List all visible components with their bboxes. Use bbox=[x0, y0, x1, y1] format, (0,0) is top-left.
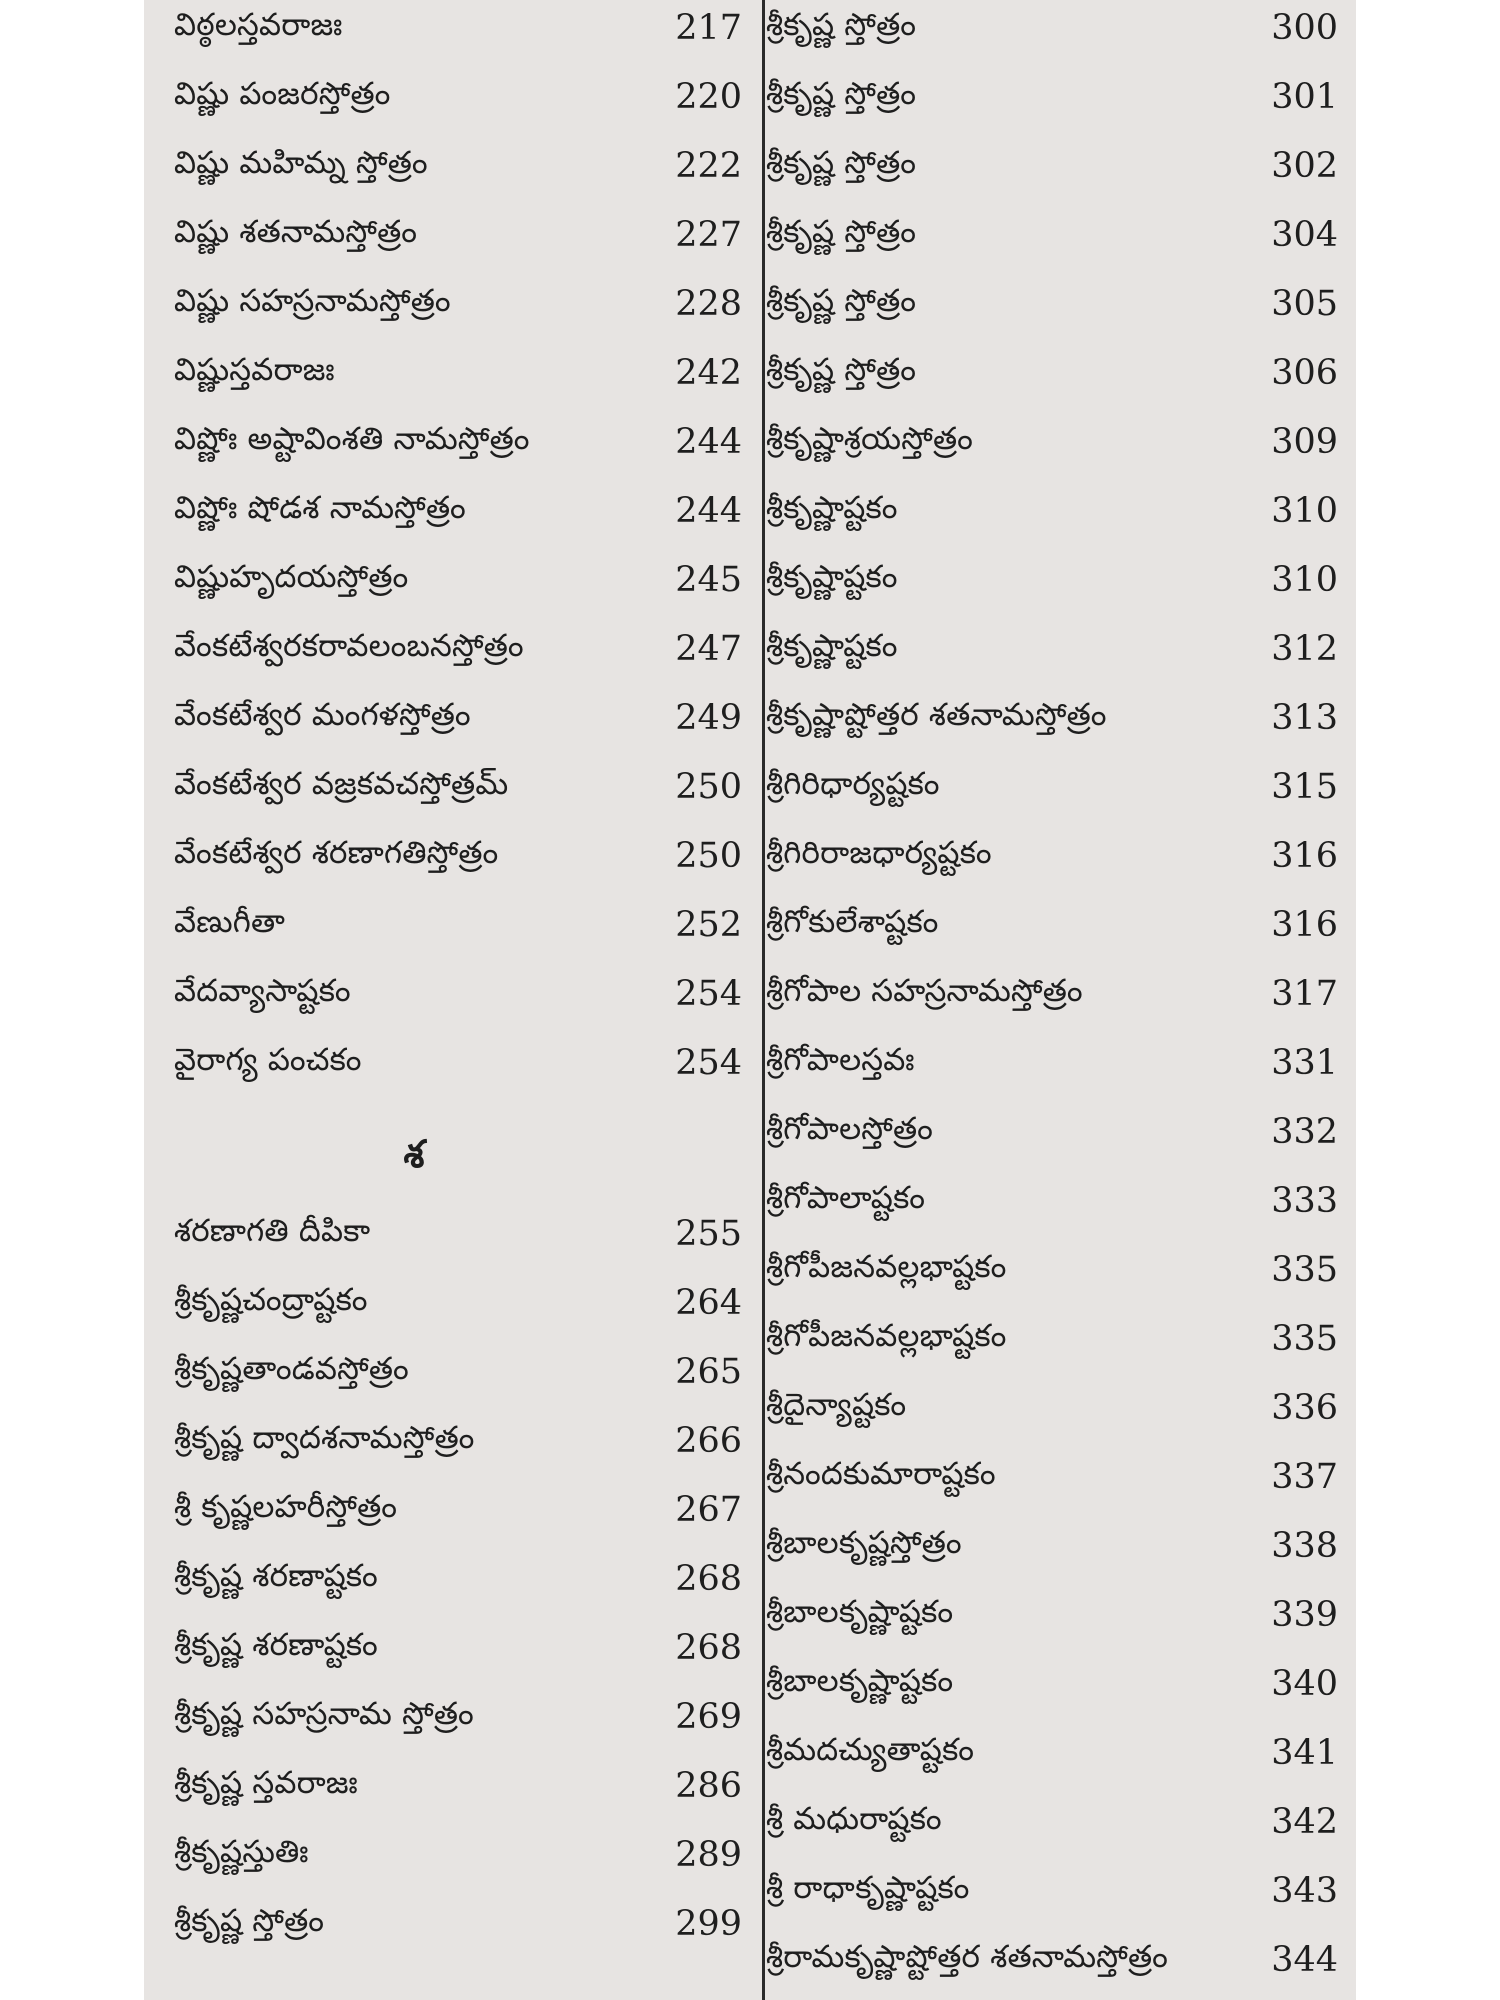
entry-title: విష్ణోః షోడశ నామస్తోత్రం bbox=[174, 489, 466, 526]
entry-page-number: 245 bbox=[675, 560, 742, 600]
toc-entry bbox=[174, 1272, 742, 1334]
entry-page-number: 313 bbox=[1271, 698, 1338, 738]
entry-title: శ్రీకృష్ణ స్తోత్రం bbox=[766, 75, 917, 112]
entry-page-number: 289 bbox=[675, 1835, 742, 1875]
entry-title: శ్రీకృష్ణాశ్రయస్తోత్రం bbox=[766, 420, 973, 457]
toc-entry bbox=[174, 204, 742, 266]
entry-title: శ్రీగోపాలాష్టకం bbox=[766, 1179, 926, 1216]
toc-entry bbox=[766, 1377, 1338, 1439]
entry-title: శ్రీకృష్ణతాండవస్తోత్రం bbox=[174, 1350, 409, 1387]
toc-entry bbox=[174, 135, 742, 197]
toc-entry bbox=[766, 1239, 1338, 1301]
entry-page-number: 249 bbox=[675, 698, 742, 738]
entry-title: శ్రీకృష్ణ శరణాష్టకం bbox=[174, 1557, 378, 1594]
entry-title: శ్రీగోపీజనవల్లభాష్టకం bbox=[766, 1317, 1007, 1354]
toc-entry bbox=[766, 411, 1338, 473]
entry-page-number: 305 bbox=[1271, 284, 1338, 324]
toc-entry bbox=[174, 342, 742, 404]
entry-title: శ్రీకృష్ణస్తుతిః bbox=[174, 1833, 309, 1870]
book-page bbox=[144, 0, 1356, 2000]
entry-page-number: 244 bbox=[675, 422, 742, 462]
toc-entry bbox=[766, 1308, 1338, 1370]
entry-page-number: 268 bbox=[675, 1628, 742, 1668]
toc-entry bbox=[766, 0, 1338, 59]
entry-page-number: 250 bbox=[675, 836, 742, 876]
toc-entry bbox=[174, 411, 742, 473]
entry-title: శ్రీకృష్ణ స్తోత్రం bbox=[766, 213, 917, 250]
toc-entry bbox=[766, 1584, 1338, 1646]
toc-entry bbox=[174, 687, 742, 749]
entry-title: విష్ణుస్తవరాజః bbox=[174, 351, 335, 388]
toc-entry bbox=[766, 894, 1338, 956]
entry-page-number: 220 bbox=[675, 77, 742, 117]
toc-entry bbox=[766, 204, 1338, 266]
entry-page-number: 265 bbox=[675, 1352, 742, 1392]
toc-entry bbox=[766, 618, 1338, 680]
toc-entry bbox=[766, 1515, 1338, 1577]
toc-entry bbox=[766, 963, 1338, 1025]
entry-page-number: 300 bbox=[1271, 8, 1338, 48]
entry-page-number: 344 bbox=[1271, 1940, 1338, 1980]
toc-entry bbox=[766, 1929, 1338, 1991]
entry-page-number: 268 bbox=[675, 1559, 742, 1599]
toc-entry bbox=[174, 1617, 742, 1679]
entry-title: శరణాగతి దీపికా bbox=[174, 1212, 371, 1249]
toc-entry bbox=[174, 894, 742, 956]
entry-title: శ్రీగిరిధార్యష్టకం bbox=[766, 765, 940, 802]
entry-title: విష్ణు పంజరస్తోత్రం bbox=[174, 75, 391, 112]
entry-page-number: 340 bbox=[1271, 1664, 1338, 1704]
entry-page-number: 304 bbox=[1271, 215, 1338, 255]
toc-entry bbox=[174, 480, 742, 542]
toc-entry bbox=[174, 549, 742, 611]
entry-title: వేణుగీతా bbox=[174, 903, 286, 940]
entry-title: శ్రీగోపాల సహస్రనామస్తోత్రం bbox=[766, 972, 1083, 1009]
entry-page-number: 335 bbox=[1271, 1250, 1338, 1290]
entry-page-number: 299 bbox=[675, 1904, 742, 1944]
toc-entry bbox=[766, 1101, 1338, 1163]
toc-entry bbox=[766, 687, 1338, 749]
entry-title: శ్రీకృష్ణాష్టకం bbox=[766, 558, 898, 595]
toc-entry bbox=[766, 1653, 1338, 1715]
entry-page-number: 266 bbox=[675, 1421, 742, 1461]
entry-title: శ్రీదైన్యాష్టకం bbox=[766, 1386, 907, 1423]
toc-entry bbox=[174, 1548, 742, 1610]
entry-page-number: 338 bbox=[1271, 1526, 1338, 1566]
toc-entry bbox=[766, 480, 1338, 542]
entry-page-number: 315 bbox=[1271, 767, 1338, 807]
toc-entry bbox=[766, 1446, 1338, 1508]
entry-title: వేంకటేశ్వర శరణాగతిస్తోత్రం bbox=[174, 834, 499, 871]
entry-page-number: 316 bbox=[1271, 836, 1338, 876]
entry-page-number: 337 bbox=[1271, 1457, 1338, 1497]
toc-entry bbox=[766, 1032, 1338, 1094]
entry-title: శ్రీకృష్ణ శరణాష్టకం bbox=[174, 1626, 378, 1663]
toc-entry bbox=[766, 135, 1338, 197]
entry-title: శ్రీగిరిరాజధార్యష్టకం bbox=[766, 834, 992, 871]
entry-title: శ్రీకృష్ణచంద్రాష్టకం bbox=[174, 1281, 368, 1318]
entry-page-number: 242 bbox=[675, 353, 742, 393]
entry-title: విష్ణు సహస్రనామస్తోత్రం bbox=[174, 282, 451, 319]
entry-title: శ్రీకృష్ణ స్తోత్రం bbox=[766, 282, 917, 319]
entry-title: విష్ణు శతనామస్తోత్రం bbox=[174, 213, 418, 250]
entry-title: శ్రీకృష్ణ సహస్రనామ స్తోత్రం bbox=[174, 1695, 474, 1732]
entry-title: వేంకటేశ్వర మంగళస్తోత్రం bbox=[174, 696, 471, 733]
entry-page-number: 306 bbox=[1271, 353, 1338, 393]
entry-title: శ్రీకృష్ణ స్తోత్రం bbox=[174, 1902, 325, 1939]
toc-entry bbox=[766, 756, 1338, 818]
entry-title: శ్రీగోకులేశాష్టకం bbox=[766, 903, 939, 940]
toc-entry bbox=[174, 0, 742, 59]
entry-page-number: 339 bbox=[1271, 1595, 1338, 1635]
toc-entry bbox=[766, 1791, 1338, 1853]
entry-page-number: 255 bbox=[675, 1214, 742, 1254]
entry-title: శ్రీకృష్ణ స్తోత్రం bbox=[766, 6, 917, 43]
toc-entry bbox=[174, 825, 742, 887]
toc-entry bbox=[174, 1410, 742, 1472]
entry-title: శ్రీబాలకృష్ణాష్టకం bbox=[766, 1662, 954, 1699]
toc-entry bbox=[766, 1170, 1338, 1232]
entry-page-number: 269 bbox=[675, 1697, 742, 1737]
entry-page-number: 244 bbox=[675, 491, 742, 531]
entry-page-number: 252 bbox=[675, 905, 742, 945]
entry-title: శ్రీగోపీజనవల్లభాష్టకం bbox=[766, 1248, 1007, 1285]
entry-page-number: 310 bbox=[1271, 491, 1338, 531]
entry-title: వేంకటేశ్వర వజ్రకవచస్తోత్రమ్ bbox=[174, 765, 509, 802]
toc-entry bbox=[766, 66, 1338, 128]
entry-page-number: 335 bbox=[1271, 1319, 1338, 1359]
entry-title: శ్రీకృష్ణాష్టకం bbox=[766, 489, 898, 526]
entry-page-number: 247 bbox=[675, 629, 742, 669]
toc-entry bbox=[174, 1686, 742, 1748]
entry-page-number: 336 bbox=[1271, 1388, 1338, 1428]
entry-page-number: 317 bbox=[1271, 974, 1338, 1014]
entry-title: వైరాగ్య పంచకం bbox=[174, 1041, 362, 1078]
entry-title: శ్రీకృష్ణ స్తోత్రం bbox=[766, 144, 917, 181]
toc-entry bbox=[174, 1341, 742, 1403]
toc-entry bbox=[174, 1893, 742, 1955]
entry-page-number: 309 bbox=[1271, 422, 1338, 462]
entry-page-number: 333 bbox=[1271, 1181, 1338, 1221]
entry-title: శ్రీ మధురాష్టకం bbox=[766, 1800, 942, 1837]
toc-entry bbox=[766, 1860, 1338, 1922]
entry-title: శ్రీబాలకృష్ణాష్టకం bbox=[766, 1593, 954, 1630]
entry-page-number: 254 bbox=[675, 1043, 742, 1083]
entry-title: విఠ్ఠలస్తవరాజః bbox=[174, 6, 343, 43]
toc-entry bbox=[174, 66, 742, 128]
toc-entry bbox=[174, 1032, 742, 1094]
entry-page-number: 254 bbox=[675, 974, 742, 1014]
entry-page-number: 301 bbox=[1271, 77, 1338, 117]
entry-title: విష్ణుహృదయస్తోత్రం bbox=[174, 558, 409, 595]
entry-page-number: 286 bbox=[675, 1766, 742, 1806]
toc-entry bbox=[174, 963, 742, 1025]
entry-page-number: 332 bbox=[1271, 1112, 1338, 1152]
toc-entry bbox=[174, 618, 742, 680]
entry-page-number: 343 bbox=[1271, 1871, 1338, 1911]
entry-title: శ్రీకృష్ణ స్తోత్రం bbox=[766, 351, 917, 388]
entry-page-number: 217 bbox=[675, 8, 742, 48]
column-divider bbox=[762, 0, 765, 2000]
toc-entry bbox=[174, 1755, 742, 1817]
entry-title: శ్రీబాలకృష్ణస్తోత్రం bbox=[766, 1524, 962, 1561]
toc-entry bbox=[174, 1203, 742, 1265]
toc-entry bbox=[766, 549, 1338, 611]
entry-page-number: 222 bbox=[675, 146, 742, 186]
entry-page-number: 341 bbox=[1271, 1733, 1338, 1773]
entry-page-number: 331 bbox=[1271, 1043, 1338, 1083]
entry-page-number: 312 bbox=[1271, 629, 1338, 669]
entry-title: వేదవ్యాసాష్టకం bbox=[174, 972, 351, 1009]
toc-entry bbox=[766, 1722, 1338, 1784]
entry-title: శ్రీరామకృష్ణాష్టోత్తర శతనామస్తోత్రం bbox=[766, 1938, 1168, 1975]
section-heading: శ bbox=[403, 1132, 425, 1176]
entry-page-number: 264 bbox=[675, 1283, 742, 1323]
entry-title: శ్రీకృష్ణ స్తవరాజః bbox=[174, 1764, 358, 1801]
entry-title: విష్ణు మహిమ్న స్తోత్రం bbox=[174, 144, 428, 181]
toc-entry bbox=[766, 342, 1338, 404]
toc-entry bbox=[174, 756, 742, 818]
entry-title: శ్రీకృష్ణాష్టకం bbox=[766, 627, 898, 664]
entry-title: శ్రీ రాధాకృష్ణాష్టకం bbox=[766, 1869, 970, 1906]
entry-title: శ్రీకృష్ణాష్టోత్తర శతనామస్తోత్రం bbox=[766, 696, 1107, 733]
toc-entry bbox=[174, 273, 742, 335]
entry-page-number: 227 bbox=[675, 215, 742, 255]
entry-page-number: 228 bbox=[675, 284, 742, 324]
toc-entry bbox=[174, 1479, 742, 1541]
entry-title: వేంకటేశ్వరకరావలంబనస్తోత్రం bbox=[174, 627, 524, 664]
entry-page-number: 342 bbox=[1271, 1802, 1338, 1842]
toc-entry bbox=[174, 1824, 742, 1886]
entry-page-number: 302 bbox=[1271, 146, 1338, 186]
entry-page-number: 267 bbox=[675, 1490, 742, 1530]
entry-title: శ్రీమదచ్యుతాష్టకం bbox=[766, 1731, 975, 1768]
entry-page-number: 310 bbox=[1271, 560, 1338, 600]
entry-title: శ్రీగోపాలస్తవః bbox=[766, 1041, 915, 1078]
entry-title: శ్రీ కృష్ణలహరీస్తోత్రం bbox=[174, 1488, 398, 1525]
entry-page-number: 250 bbox=[675, 767, 742, 807]
entry-title: శ్రీగోపాలస్తోత్రం bbox=[766, 1110, 934, 1147]
entry-page-number: 316 bbox=[1271, 905, 1338, 945]
toc-entry bbox=[766, 825, 1338, 887]
entry-title: శ్రీకృష్ణ ద్వాదశనామస్తోత్రం bbox=[174, 1419, 475, 1456]
entry-title: శ్రీనందకుమారాష్టకం bbox=[766, 1455, 996, 1492]
toc-entry bbox=[766, 273, 1338, 335]
entry-title: విష్ణోః అష్టావింశతి నామస్తోత్రం bbox=[174, 420, 530, 457]
